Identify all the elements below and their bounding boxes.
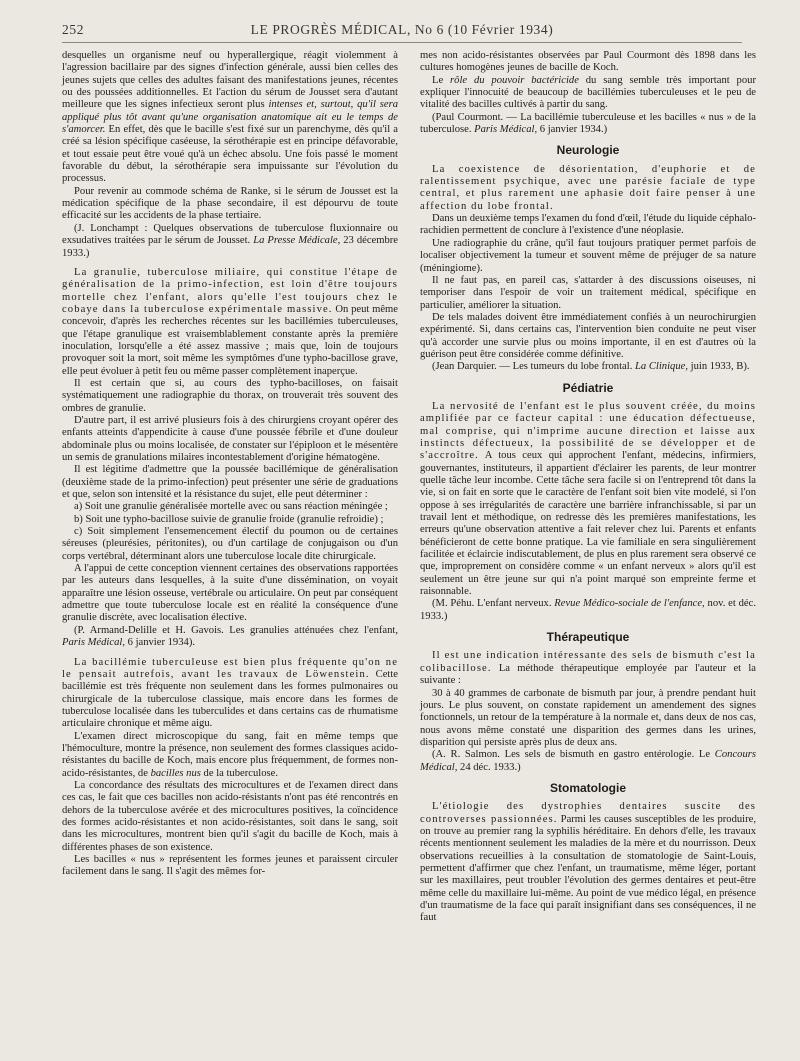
paragraph: D'autre part, il est arrivé plusieurs fois à des chirurgiens croyant opérer des enfants atteints d'appendicite à cause d'une poussée fébrile et d'une douleur abdominale plus ou moins localisée, de constater sur l'épiploon et le mésentère un semis de granulations milaires incontestablement d'origine hématogène. xyxy=(62,414,398,463)
paragraph: De tels malades doivent être immédiatement confiés à un neurochirurgien expérimenté. Si, dans certains cas, l'intervention bien conduite ne peut viser qu'à accorder une survie plus ou moins importante, il en est d'autres où la guérison peut être considérée comme définitive. xyxy=(420,311,756,360)
paragraph: Il ne faut pas, en pareil cas, s'attarder à des discussions oiseuses, ni temporiser dans l'espoir de voir un traitement médical, spécifique en particulier, améliorer la situation. xyxy=(420,274,756,311)
section-heading-pediatrie: Pédiatrie xyxy=(562,380,614,395)
citation: (Paul Courmont. — La bacillémie tuberculeuse et les bacilles « nus » de la tuberculose. Paris Médical, 6 janvier 1934.) xyxy=(420,111,756,136)
paragraph: Pour revenir au commode schéma de Ranke, si le sérum de Jousset est la médication spécifique de la phase secondaire, il est dépourvu de toute efficacité sur les accidents de la phase tertiaire. xyxy=(62,185,398,222)
list-item: a) Soit une granulie généralisée mortelle avec ou sans réaction méningée ; xyxy=(74,501,388,513)
section-heading-therapeutique: Thérapeutique xyxy=(546,630,630,645)
section-heading-neurologie: Neurologie xyxy=(556,143,620,158)
paragraph: Il est légitime d'admettre que la poussée bacillémique de généralisation (deuxième stade de la primo-infection) peut présenter une série de graduations et que, selon son intensité et la résistance du sujet, elle peut déterminer : xyxy=(62,464,398,501)
paragraph: mes non acido-résistantes observées par Paul Courmont dès 1898 dans les cultures homogènes jeunes de bacille de Koch. xyxy=(420,50,756,74)
left-column xyxy=(62,50,398,879)
running-title: LE PROGRÈS MÉDICAL, No 6 (10 Février 1934) xyxy=(250,22,554,37)
paragraph: L'examen direct microscopique du sang, fait en même temps que l'hémoculture, montre la présence, non seulement des formes classiques acido-résistantes du bacille de Koch, mais encore plus fréquemment, de formes non-acido-résistantes, de bacilles nus de la tuberculose. xyxy=(62,730,398,779)
paragraph: La coexistence de désorientation, d'euphorie et de ralentissement psychique, avec une parésie faciale de type central, et plus rarement une aphasie doit faire penser à une affection du lobe frontal. xyxy=(420,163,756,212)
paragraph: La concordance des résultats des microcultures et de l'examen direct dans ces cas, le fait que ces bacilles non acido-résistants n'ont pas été rencontrés en dehors de la tuberculose avérée et des microcultures positives, la coïncidence des formes acido-résistantes et non acido-résistantes, soit dans le sang, soit dans les microcultures, montrent bien qu'il s'agit du bacille de Koch, mais à différentes phases de son existence. xyxy=(62,779,398,853)
right-column xyxy=(420,50,756,925)
paragraph: L'étiologie des dystrophies dentaires suscite des controverses passionnées. Parmi les causes susceptibles de les produire, on trouve au premier rang la syphilis héréditaire. En dehors d'elle, les travaux récents mentionnent seulement les maladies de la mère et du nourrisson. Deux observations recueillies à la consultation de stomatologie de Saint-Louis, permettent d'affirmer que chez l'enfant, un traumatisme, même léger, portant sur les maxillaires, peut troubler l'évolution des germes dentaires et peut-être même celle du maxillaire lui-même. Au point de vue médico légal, en présence d'un traumatisme de la face qui paraît insignifiant dans ses conséquences, il ne faut xyxy=(420,801,756,924)
paragraph: Dans un deuxième temps l'examen du fond d'œil, l'étude du liquide céphalo-rachidien permettent de conclure à l'existence d'une néoplasie. xyxy=(420,213,756,237)
list-item: c) Soit simplement l'ensemencement électif du poumon ou de certaines séreuses (pleurésies, péritonites), ou d'un cartilage de conjugaison ou d'un corps vertébral, déterminant alors une tuberculose locale dite chirurgicale. xyxy=(62,526,398,562)
paragraph: 30 à 40 grammes de carbonate de bismuth par jour, à prendre pendant huit jours. Le plus souvent, on constate rapidement un amendement des signes fonctionnels, un retour de la température à la normale et, dans deux de nos cas, nous avons même constaté une disparition des germes dans les urines, disparition qui persiste après plus de deux ans. xyxy=(420,687,756,748)
paragraph: La granulie, tuberculose miliaire, qui constitue l'étape de généralisation de la primo-infection, est loin d'être toujours mortelle chez l'enfant, alors qu'elle l'est toujours chez le cobaye dans la tuberculose expérimentale massive. On peut même concevoir, d'après les recherches récentes sur les bacillémies tuberculeuses, que l'étape granulique est vraisemblablement constante après la première inoculation, lorsqu'elle a été assez massive ; mais que, loin de toujours provoquer soit la mort, soit même les symptômes d'une typho-bacillose grave, elle peut évoluer à petit feu ou même passer complètement inaperçue. xyxy=(62,266,399,377)
paragraph: Une radiographie du crâne, qu'il faut toujours pratiquer permet parfois de localiser objectivement la tumeur et souvent même de préjuger de sa nature (méningiome). xyxy=(420,237,756,274)
page-header xyxy=(62,22,742,42)
citation: (J. Lonchampt : Quelques observations de tuberculose fluxionnaire ou exsudatives traitées par le sérum de Jousset. La Presse Médicale, 23 décembre 1933.) xyxy=(62,222,398,259)
paragraph: Les bacilles « nus » représentent les formes jeunes et paraissent circuler facilement dans le sang. Il s'agit des mêmes for- xyxy=(62,854,398,878)
citation: (M. Péhu. L'enfant nerveux. Revue Médico-sociale de l'enfance, nov. et déc. 1933.) xyxy=(420,598,756,622)
paragraph: A l'appui de cette conception viennent certaines des observations rapportées par les auteurs dans lesquelles, à la suite d'une dissémination, on voyait apparaître une lésion osseuse, vertébrale ou articulaire. On peut par conséquent admettre que toute tuberculose locale est en réalité la conséquence d'une granulie discrète, avec localisation élective. xyxy=(62,563,398,624)
paragraph: desquelles un organisme neuf ou hyperallergique, réagit violemment à l'agression bacillaire par des signes d'infection générale, aussi bien celles des jeunes sujets que celles des adultes faisant des manifestations jeunes, récentes ou des poussées additionnelles. Et l'action du sérum de Jousset sera d'autant meilleure que les signes infectieux seront plus intenses et, surtout, qu'il sera appliqué plus tôt avant qu'une organisation anatomique ait eu le temps de s'amorcer. En effet, dès que le bacille s'est fixé sur un parenchyme, dès qu'il a créé sa lésion spécifique caséeuse, la sérothérapie est en principe défavorable, et tout essaie peut être voué qu'à un échec absolu. Une fois passé le moment favorable du début, la sérothérapie sera impuissante sur l'évolution du processus. xyxy=(62,50,398,185)
paragraph: La nervosité de l'enfant est le plus souvent créée, du moins amplifiée par ce facteur capital : une éducation défectueuse, mal comprise, qui n'imprime aucune direction et laisse aux instincts défectueux, la possibilité de se développer et de s'accroître. A tous ceux qui approchent l'enfant, médecins, infirmiers, gouvernantes, instituteurs, il appartient d'éclairer les parents, de leur montrer quelle tâche leur incombe. Cette tâche sera facile si on l'entreprend tôt dans la vie, si on fait en sorte que le caractère de l'enfant soit bien vite modelé, si l'on oppose à ses irrégularités de caractère une barrière infranchissable, si par un travail lent et méthodique, on redresse dès les premières manifestations, les erreurs qu'une observation attentive a fait relever chez lui. Parents et enfants bénéficieront de cette bonne pratique. La vie familiale en sera singulièrement facilitée et éclaircie indiscutablement, de plus en plus rarement sera observé ce que, improprement on considère comme « un enfant nerveux » alors qu'il est seulement un être jeune sur qui n'a point marqué son empreinte ferme et raisonnable. xyxy=(420,400,756,598)
paragraph: La bacillémie tuberculeuse est bien plus fréquente qu'on ne le pensait autrefois, avant les travaux de Löwenstein. Cette bacillémie est très fréquente non seulement dans les formes pulmonaires ou chirurgicale de la tuberculose classique, mais encore dans les formes de tuberculose localisée dans les tuberculides et dans certains cas de rhumatisme articulaire chronique et même aigu. xyxy=(62,656,398,730)
section-heading-stomatologie: Stomatologie xyxy=(549,780,626,795)
page-number: 252 xyxy=(62,22,85,37)
header-rule xyxy=(62,42,742,43)
citation: (Jean Darquier. — Les tumeurs du lobe frontal. La Clinique, juin 1933, B). xyxy=(432,361,750,373)
list-item: b) Soit une typho-bacillose suivie de granulie froide (granulie refroidie) ; xyxy=(74,513,384,525)
citation: (A. R. Salmon. Les sels de bismuth en gastro entérologie. Le Concours Médical, 24 déc. 1933.) xyxy=(420,749,756,773)
citation: (P. Armand-Delille et H. Gavois. Les granulies atténuées chez l'enfant, Paris Médical, 6 janvier 1934). xyxy=(62,624,398,649)
paragraph: Il est certain que si, au cours des typho-bacilloses, on faisait systématiquement une radiographie du thorax, on trouverait très souvent des ombres de granulie. xyxy=(62,377,398,414)
paragraph: Il est une indication intéressante des sels de bismuth c'est la colibacillose. La méthode thérapeutique employée par l'auteur et la suivante : xyxy=(420,650,756,687)
paragraph: Le rôle du pouvoir bactéricide du sang semble très important pour expliquer l'innocuité de beaucoup de bacillémies tuberculeuses et le peu de vitalité des bacilles cultivés à partir du sang. xyxy=(420,74,756,111)
list xyxy=(62,501,398,563)
